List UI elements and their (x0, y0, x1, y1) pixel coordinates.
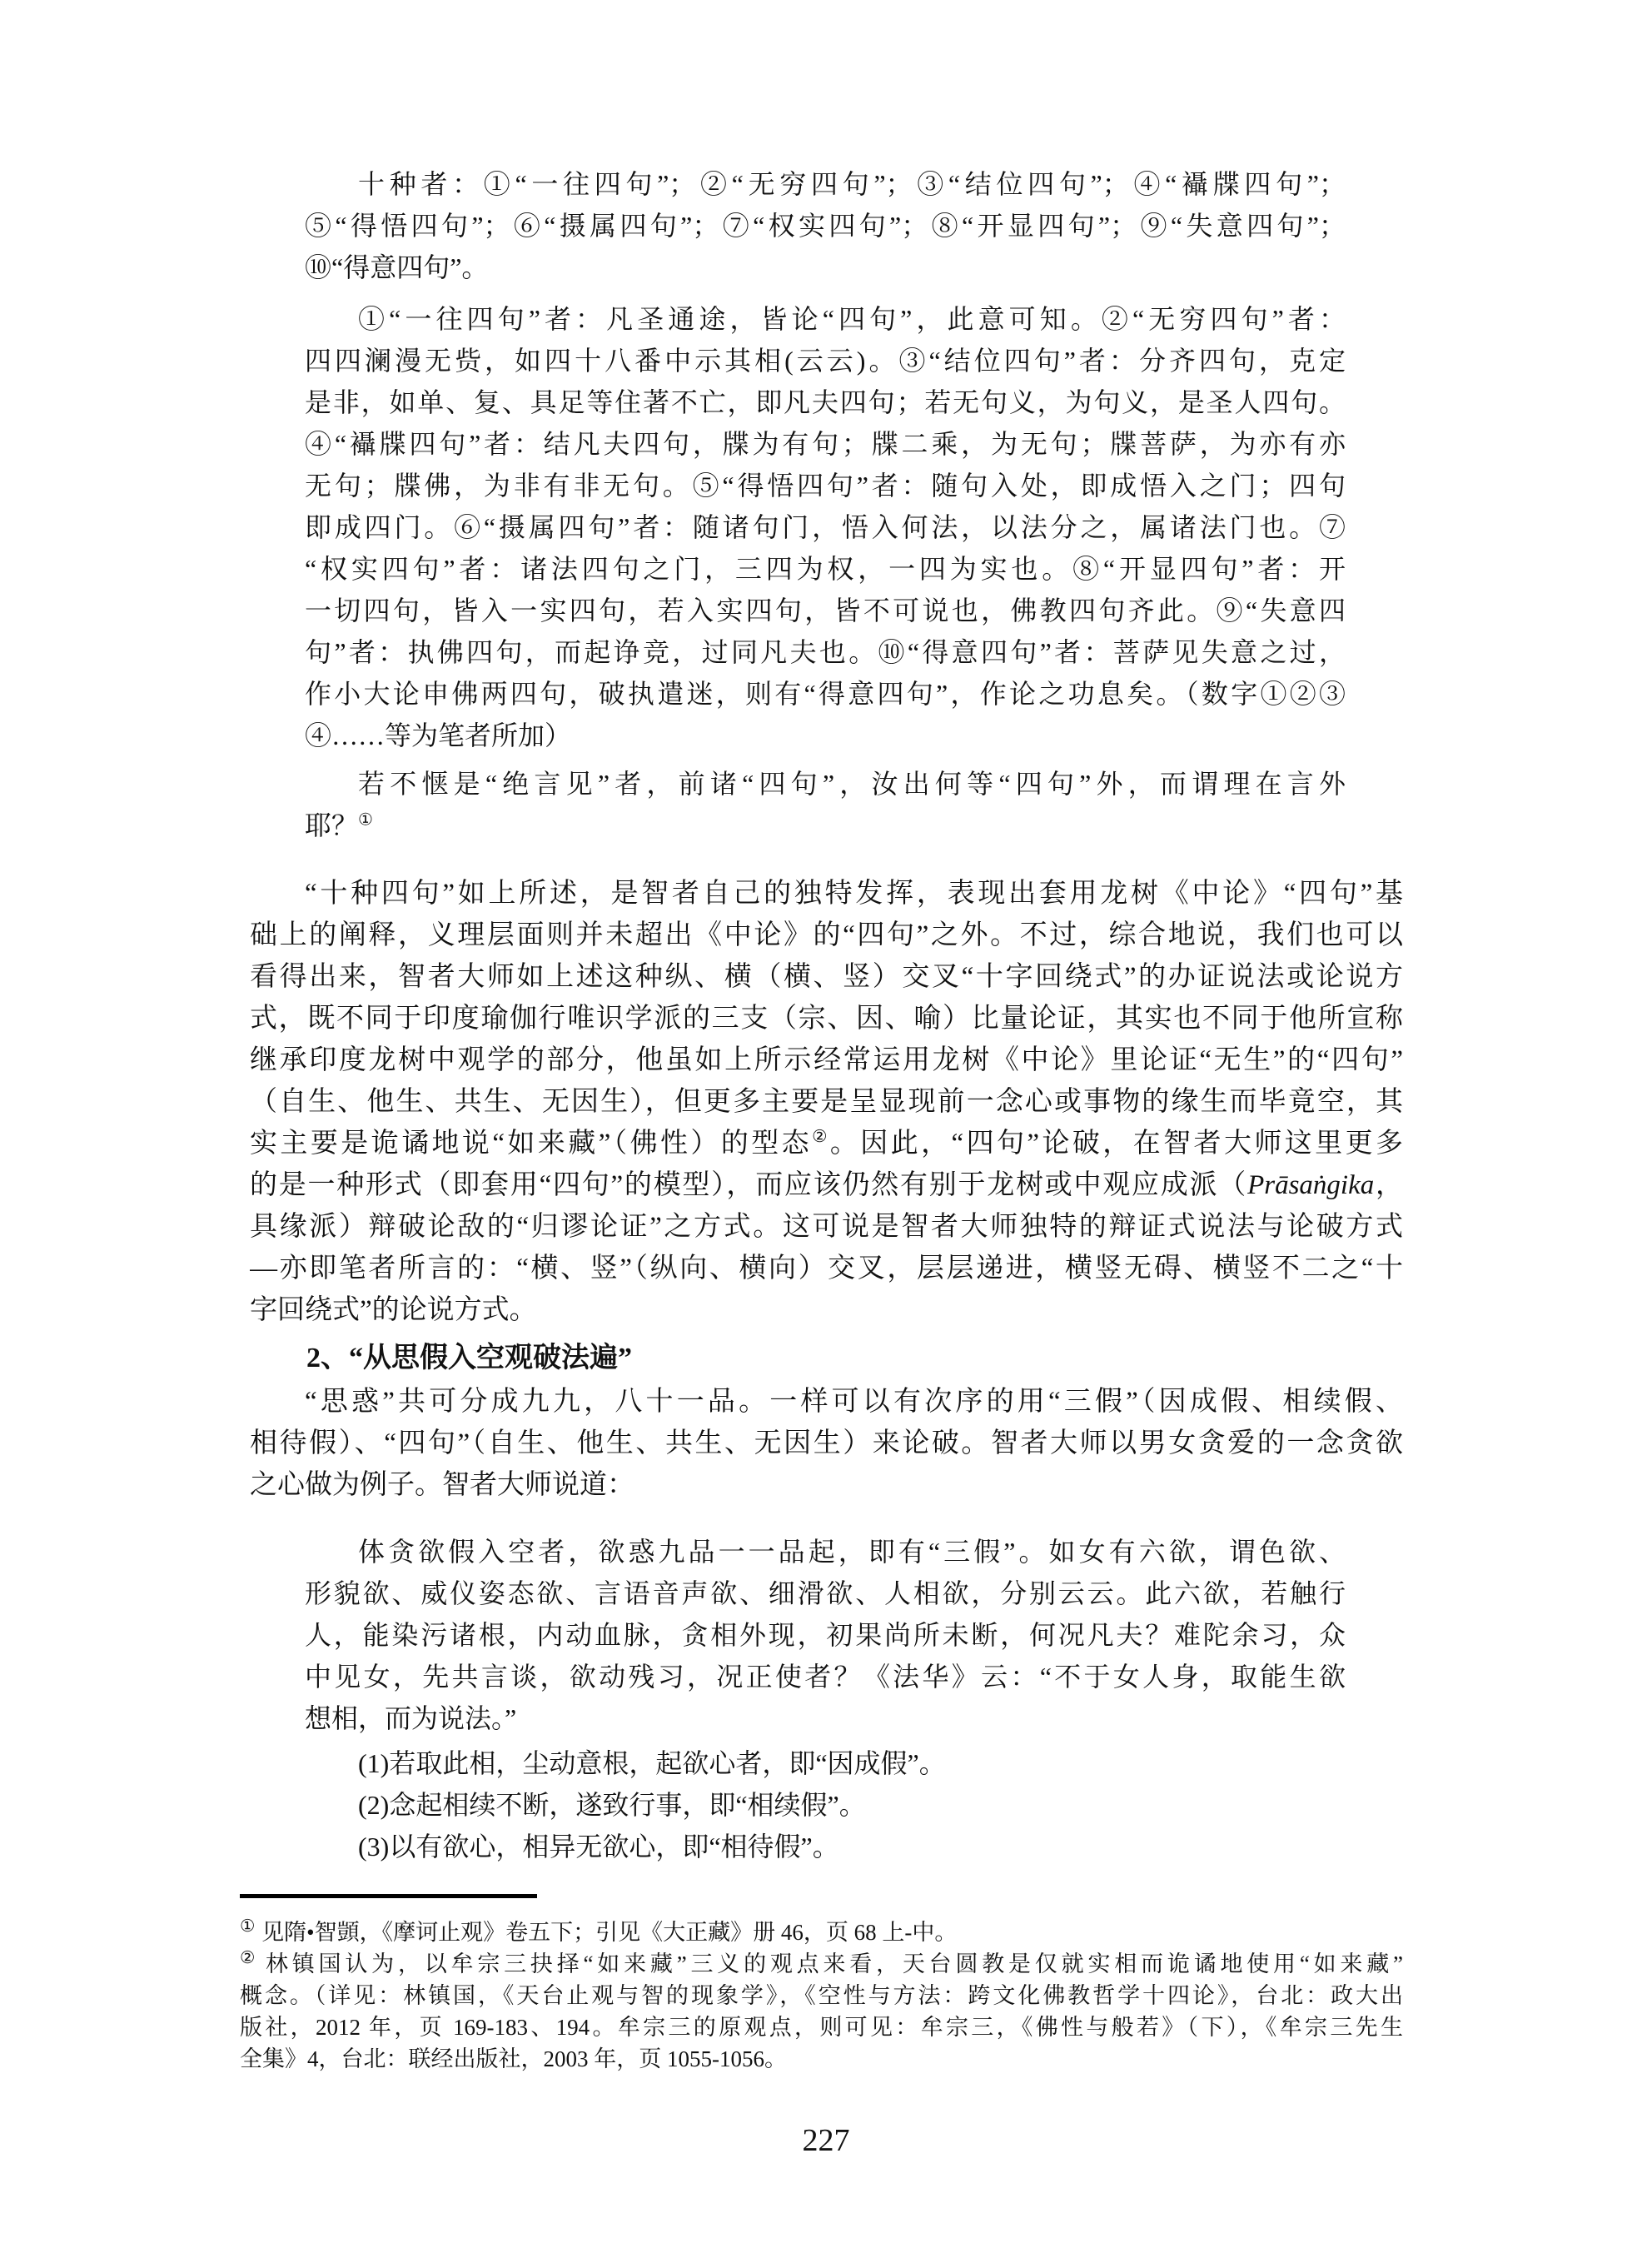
text-line: 十种者：①“一往四句”；②“无穷四句”；③“结位四句”；④“襵牒四句”； (358, 169, 1346, 199)
text-line: 耶？① (305, 810, 373, 840)
text-line: 想相，而为说法。” (305, 1703, 517, 1733)
text-line: “权实四句”者：诸法四句之门，三四为权，一四为实也。⑧“开显四句”者：开 (305, 554, 1346, 584)
quote-block (305, 763, 1346, 846)
text-line: 作小大论申佛两四句，破执遣迷，则有“得意四句”，作论之功息矣。（数字①②③ (305, 679, 1346, 709)
text-line: (3)以有欲心，相异无欲心，即“相待假”。 (358, 1832, 839, 1862)
text-line: 2、“从思假入空观破法遍” (306, 1343, 632, 1373)
text-line: 实主要是诡谲地说“如来藏”（佛性）的型态②。因此，“四句”论破，在智者大师这里更多 (250, 1128, 1403, 1159)
text-line: (1)若取此相，尘动意根，起欲心者，即“因成假”。 (358, 1748, 946, 1778)
text-line: ⑤“得悟四句”；⑥“摄属四句”；⑦“权实四句”；⑧“开显四句”；⑨“失意四句”； (305, 211, 1346, 241)
footnote-marker: ① (240, 1917, 256, 1936)
text-line: 中见女，先共言谈，欲动残习，况正使者？《法华》云：“不于女人身，取能生欲 (305, 1662, 1346, 1692)
text-line: ④……等为笔者所加） (305, 720, 572, 750)
footnotes (240, 1917, 1403, 2075)
text-line: —亦即笔者所言的：“横、竖”（纵向、横向）交叉，层层递进，横竖无碍、横竖不二之“十 (250, 1254, 1403, 1283)
footnote-line: ② 林镇国认为，以牟宗三抉择“如来藏”三义的观点来看，天台圆教是仅就实相而诡谲地使用“如来藏” (240, 1949, 1403, 1976)
quote-list (305, 1742, 1346, 1867)
page-content (250, 163, 1403, 1867)
text-line: 无句；牒佛，为非有非无句。⑤“得悟四句”者：随句入处，即成悟入之门；四句 (305, 471, 1346, 501)
text-line: 若不惬是“绝言见”者，前诸“四句”，汝出何等“四句”外，而谓理在言外 (358, 769, 1346, 799)
footnote-line: 版社，2012 年，页 169-183、194。牟宗三的原观点，则可见：牟宗三，《佛性与般若》（下），《牟宗三先生 (240, 2015, 1403, 2040)
footnote-line: ① 见隋•智顗，《摩诃止观》卷五下；引见《大正藏》册 46，页 68 上-中。 (240, 1917, 958, 1945)
text-line: 形貌欲、威仪姿态欲、言语音声欲、细滑欲、人相欲，分别云云。此六欲，若触行 (305, 1578, 1346, 1608)
text-line: “十种四句”如上所述，是智者自己的独特发挥，表现出套用龙树《中论》“四句”基 (305, 879, 1403, 909)
text-line: 体贪欲假入空者，欲惑九品一一品起，即有“三假”。如女有六欲，谓色欲、 (358, 1537, 1346, 1567)
text-line: (2)念起相续不断，遂致行事，即“相续假”。 (358, 1790, 866, 1820)
text-line: 四四澜漫无赀，如四十八番中示其相(云云)。③“结位四句”者：分齐四句，克定 (305, 346, 1346, 376)
footnote-separator (240, 1894, 537, 1898)
text-line: （自生、他生、共生、无因生），但更多主要是呈显现前一念心或事物的缘生而毕竟空，其 (250, 1087, 1403, 1117)
text-line: 之心做为例子。智者大师说道： (250, 1470, 634, 1500)
text-line: 式，既不同于印度瑜伽行唯识学派的三支（宗、因、喻）比量论证，其实也不同于他所宣称 (250, 1004, 1403, 1034)
text-line: 句”者：执佛四句，而起诤竞，过同凡夫也。⑩“得意四句”者：菩萨见失意之过， (305, 637, 1346, 667)
text-line: ⑩“得意四句”。 (305, 252, 489, 282)
text-line: “思惑”共可分成九九，八十一品。一样可以有次序的用“三假”（因成假、相续假、 (305, 1387, 1403, 1417)
footnote (240, 1917, 1403, 1948)
text-line: 相待假）、“四句”（自生、他生、共生、无因生）来论破。智者大师以男女贪爱的一念贪欲 (250, 1428, 1403, 1458)
text-line: 看得出来，智者大师如上述这种纵、横（横、竖）交叉“十字回绕式”的办证说法或论说方 (250, 962, 1403, 992)
footnote-marker: ② (240, 1949, 259, 1967)
footnote (240, 1948, 1403, 2075)
text-line: 具缘派）辩破论敌的“归谬论证”之方式。这可说是智者大师独特的辩证式说法与论破方式 (250, 1212, 1403, 1242)
body-paragraph (250, 1381, 1403, 1506)
text-line: 一切四句，皆入一实四句，若入实四句，皆不可说也，佛教四句齐此。⑨“失意四 (305, 596, 1346, 626)
quote-block (305, 298, 1346, 756)
text-line: 即成四门。⑥“摄属四句”者：随诸句门，悟入何法，以法分之，属诸法门也。⑦ (305, 512, 1346, 542)
quote-block (305, 1531, 1346, 1739)
text-line: 字回绕式”的论说方式。 (250, 1295, 537, 1325)
text-line: 人，能染污诸根，内动血脉，贪相外现，初果尚所未断，何况凡夫？难陀余习，众 (305, 1620, 1346, 1650)
text-line: 础上的阐释，义理层面则并未超出《中论》的“四句”之外。不过，综合地说，我们也可以 (250, 920, 1403, 950)
section-heading (250, 1338, 1403, 1379)
footnote-line: 全集》4，台北：联经出版社，2003 年，页 1055-1056。 (240, 2046, 787, 2071)
quote-block (305, 163, 1346, 288)
page-number: 227 (802, 2123, 850, 2158)
text-line: 是非，如单、复、具足等住著不亡，即凡夫四句；若无句义，为句义，是圣人四句。 (305, 387, 1346, 417)
text-line: 继承印度龙树中观学的部分，他虽如上所示经常运用龙树《中论》里论证“无生”的“四句” (250, 1045, 1403, 1075)
footnote-line: 概念。（详见：林镇国，《天台止观与智的现象学》，《空性与方法：跨文化佛教哲学十四论》，台北：政大出 (240, 1983, 1403, 2008)
text-line: ①“一往四句”者：凡圣通途，皆论“四句”，此意可知。②“无穷四句”者： (358, 304, 1346, 334)
text-line: 的是一种形式（即套用“四句”的模型），而应该仍然有别于龙树或中观应成派（Prāsaṅgika， (250, 1170, 1403, 1200)
text-line: ④“襵牒四句”者：结凡夫四句，牒为有句；牒二乘，为无句；牒菩萨，为亦有亦 (305, 429, 1346, 459)
body-paragraph (250, 873, 1403, 1331)
